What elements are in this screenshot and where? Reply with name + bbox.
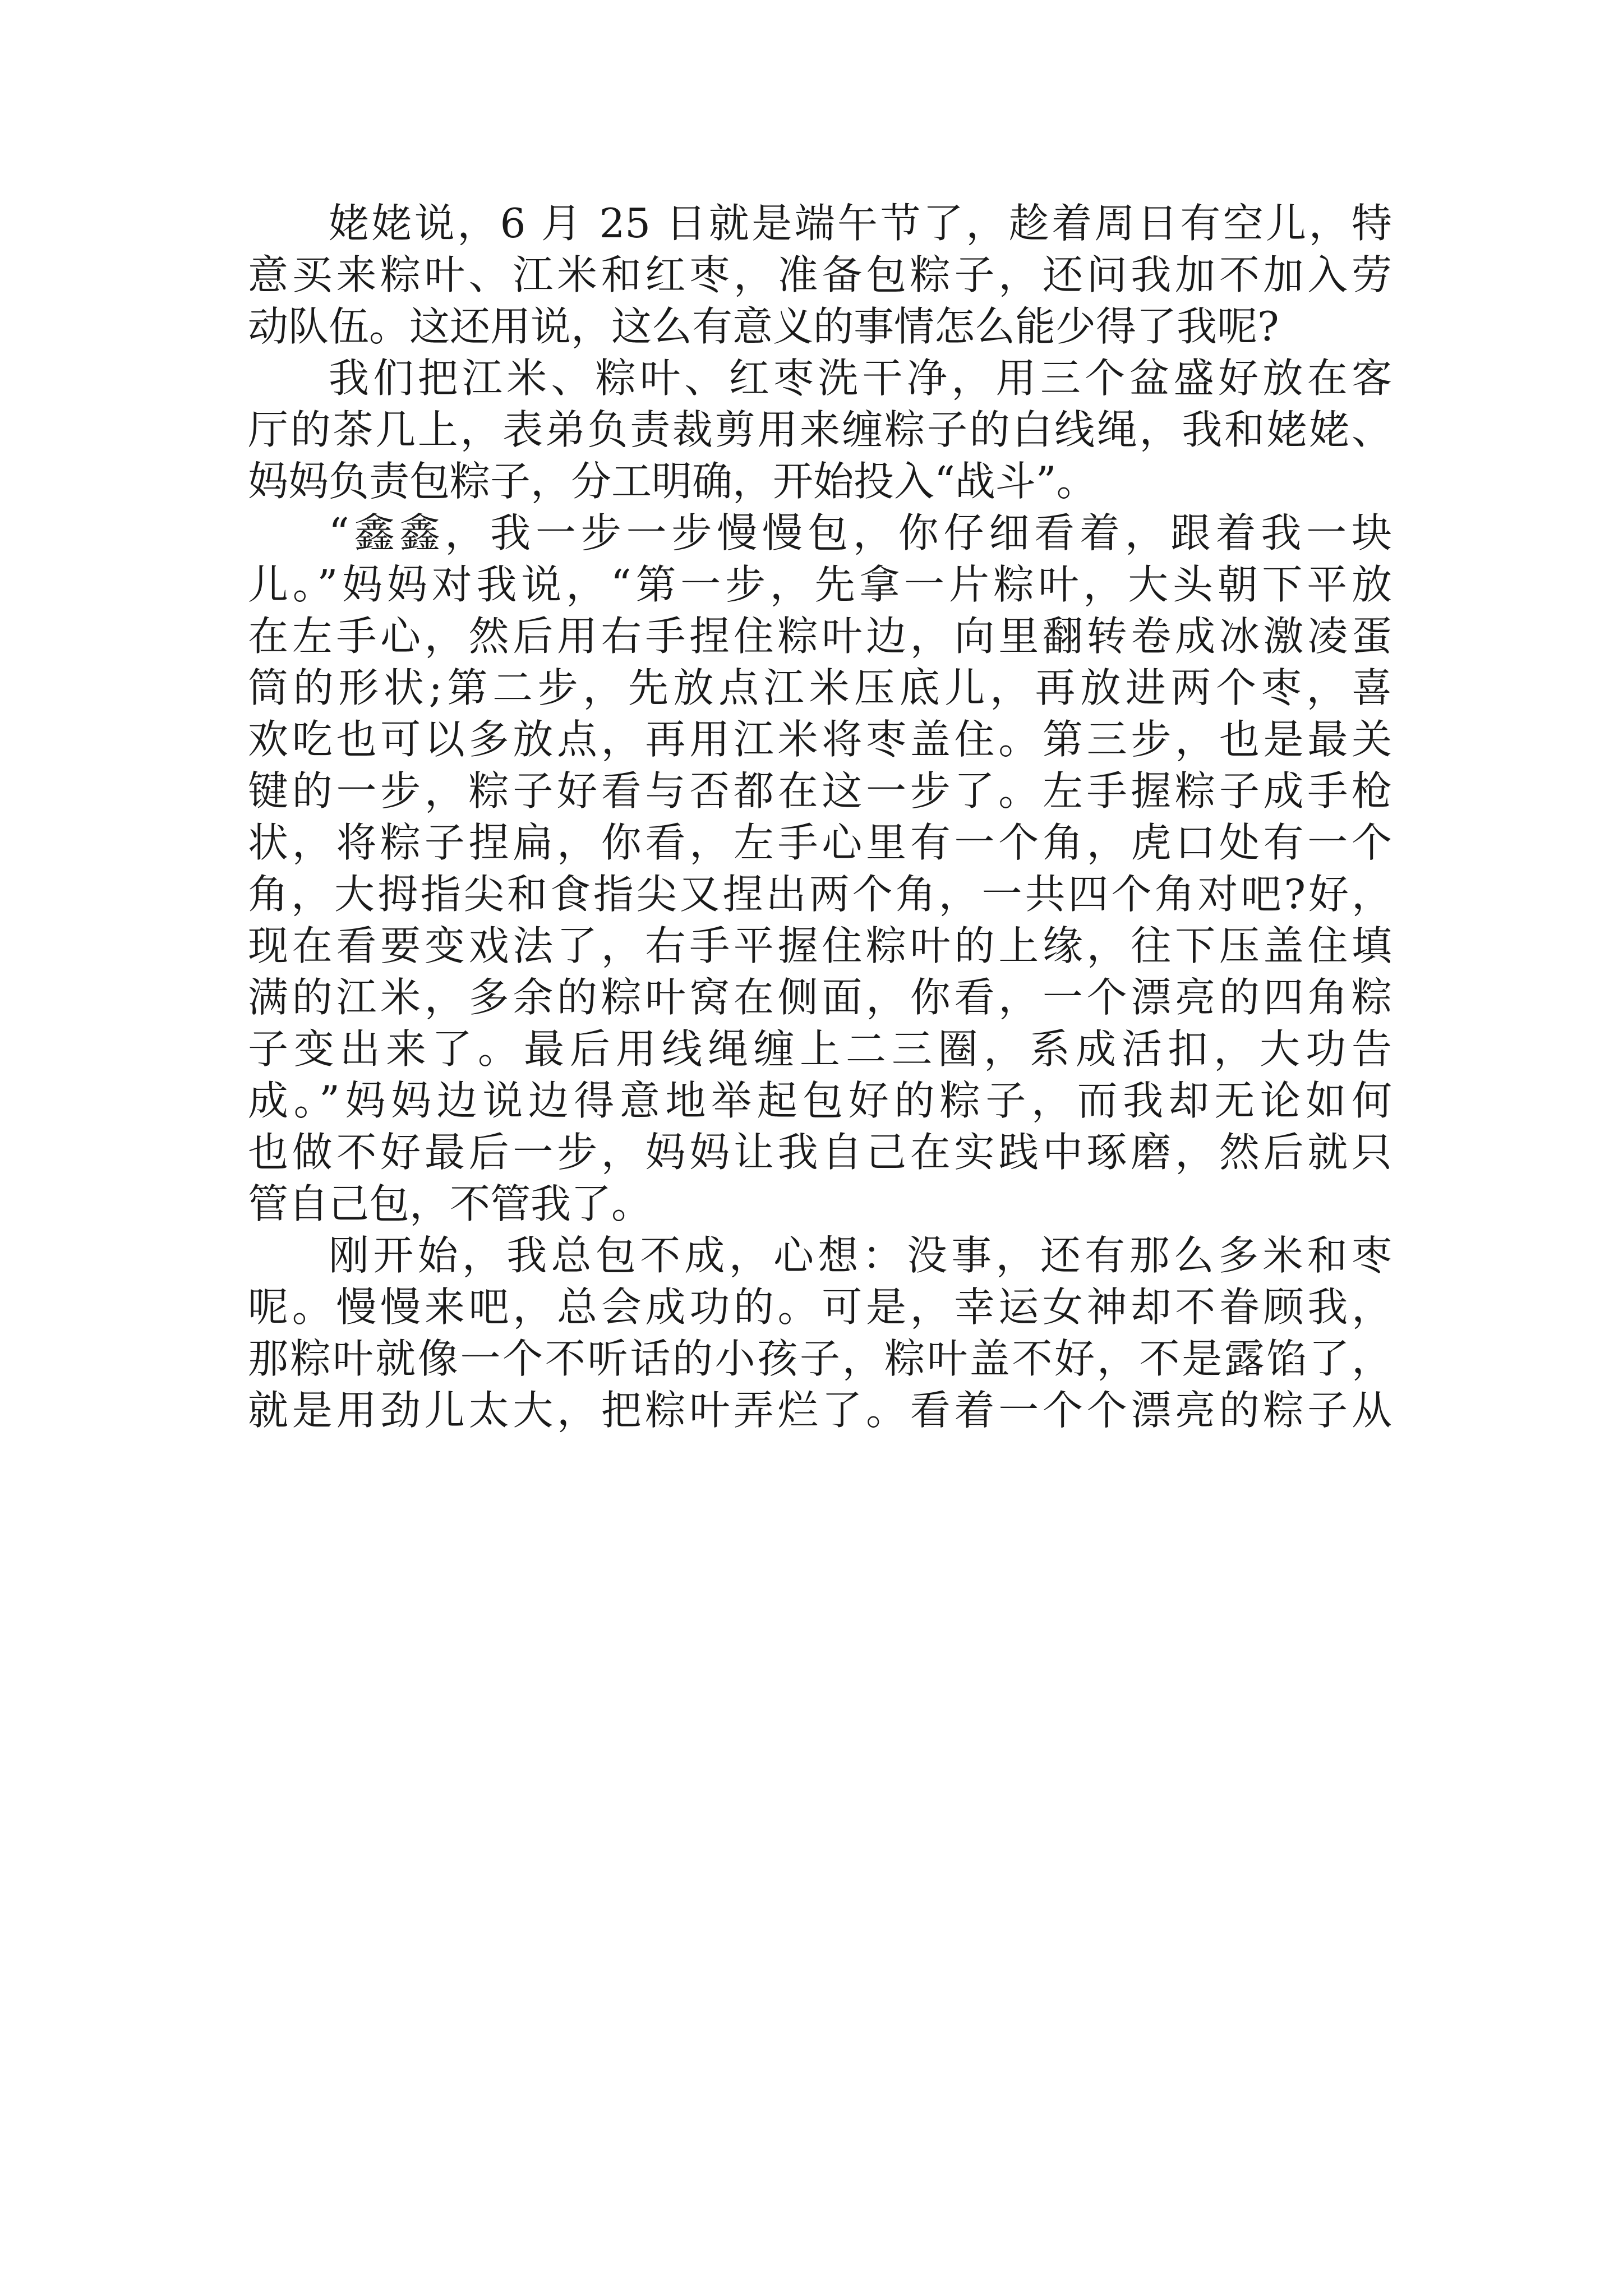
text-line: 键的一步，粽子好看与否都在这一步了。左手握粽子成手枪 [248,767,1392,815]
text-line: 筒的形状;第二步，先放点江米压底儿，再放进两个枣，喜 [248,664,1392,711]
text-line: 姥姥说，6 月 25 日就是端午节了，趁着周日有空儿，特 [329,200,1392,247]
text-line: 厅的茶几上，表弟负责裁剪用来缠粽子的白线绳，我和姥姥、 [248,406,1392,453]
text-line: 意买来粽叶、江米和红枣，准备包粽子，还问我加不加入劳 [248,251,1392,298]
text-line: 妈妈负责包粽子，分工明确，开始投入“战斗”。 [248,458,1097,505]
text-line: 呢。慢慢来吧，总会成功的。可是，幸运女神却不眷顾我， [248,1283,1392,1331]
text-line: 成。”妈妈边说边得意地举起包好的粽子，而我却无论如何 [248,1077,1392,1124]
text-line: 欢吃也可以多放点，再用江米将枣盖住。第三步，也是最关 [248,716,1392,763]
text-line: 状，将粽子捏扁，你看，左手心里有一个角，虎口处有一个 [248,819,1392,866]
text-line: 我们把江米、粽叶、红枣洗干净，用三个盆盛好放在客 [329,355,1392,402]
text-line: 动队伍。这还用说，这么有意义的事情怎么能少得了我呢? [248,303,1279,350]
text-line: 儿。”妈妈对我说，“第一步，先拿一片粽叶，大头朝下平放 [248,561,1392,608]
text-line: 满的江米，多余的粽叶窝在侧面，你看，一个漂亮的四角粽 [248,974,1392,1021]
text-line: 刚开始，我总包不成，心想：没事，还有那么多米和枣 [329,1232,1392,1279]
text-line: 那粽叶就像一个不听话的小孩子，粽叶盖不好，不是露馅了， [248,1335,1392,1382]
text-line: 也做不好最后一步，妈妈让我自己在实践中琢磨，然后就只 [248,1129,1392,1176]
text-line: 就是用劲儿太大，把粽叶弄烂了。看着一个个漂亮的粽子从 [248,1387,1392,1434]
text-line: 管自己包，不管我了。 [248,1180,652,1227]
text-line: 现在看要变戏法了，右手平握住粽叶的上缘，往下压盖住填 [248,922,1392,969]
text-line: 在左手心，然后用右手捏住粽叶边，向里翻转卷成冰激凌蛋 [248,613,1392,660]
text-line: 角，大拇指尖和食指尖又捏出两个角，一共四个角对吧?好， [248,871,1392,918]
text-line: “鑫鑫，我一步一步慢慢包，你仔细看着，跟着我一块 [329,509,1392,556]
text-line: 子变出来了。最后用线绳缠上二三圈，系成活扣，大功告 [248,1025,1392,1073]
body-text [248,197,1392,1436]
